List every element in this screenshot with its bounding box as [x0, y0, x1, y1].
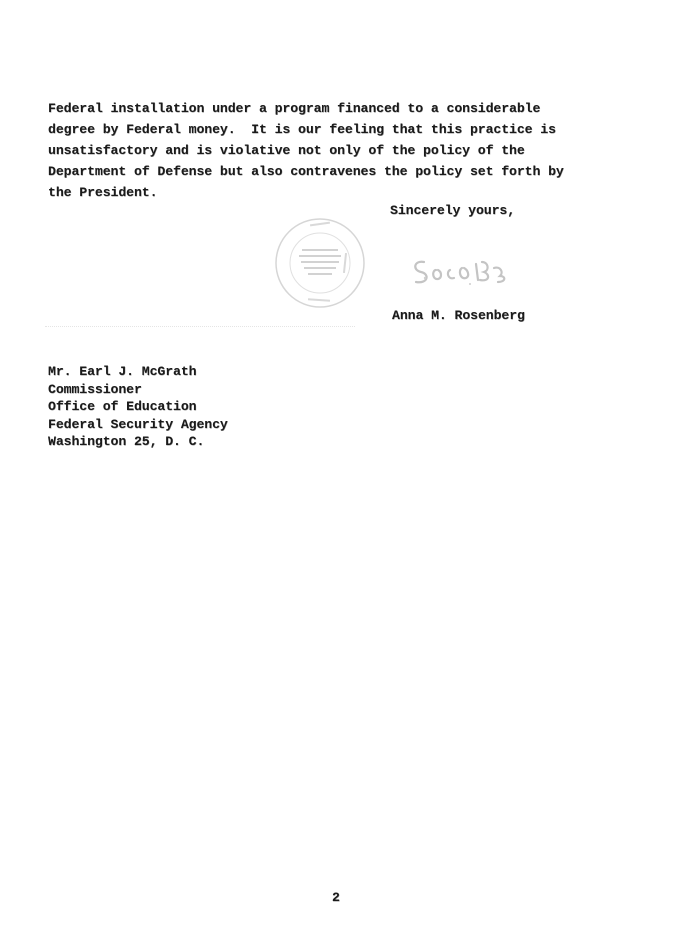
body-line: the President.: [48, 185, 158, 200]
closing-salutation: Sincerely yours,: [390, 203, 516, 218]
signer-name: Anna M. Rosenberg: [392, 308, 525, 323]
addressee-line: Washington 25, D. C.: [48, 434, 205, 449]
addressee-line: Mr. Earl J. McGrath: [48, 364, 197, 379]
body-line: Department of Defense but also contravenes the policy set forth by: [48, 164, 564, 179]
faint-divider: [45, 326, 355, 327]
addressee-line: Office of Education: [48, 399, 197, 414]
archive-stamp: [272, 215, 368, 311]
letter-body-paragraph: [48, 98, 628, 203]
addressee-line: Federal Security Agency: [48, 416, 228, 432]
handwritten-signature: [408, 248, 518, 292]
body-line: unsatisfactory and is violative not only of the policy of the: [48, 143, 525, 158]
addressee-line: Commissioner: [48, 381, 142, 397]
body-line: degree by Federal money. It is our feeling that this practice is: [48, 122, 556, 137]
page-number: 2: [332, 890, 340, 905]
body-line: Federal installation under a program financed to a considerable: [48, 101, 541, 116]
addressee-block: [48, 363, 228, 451]
